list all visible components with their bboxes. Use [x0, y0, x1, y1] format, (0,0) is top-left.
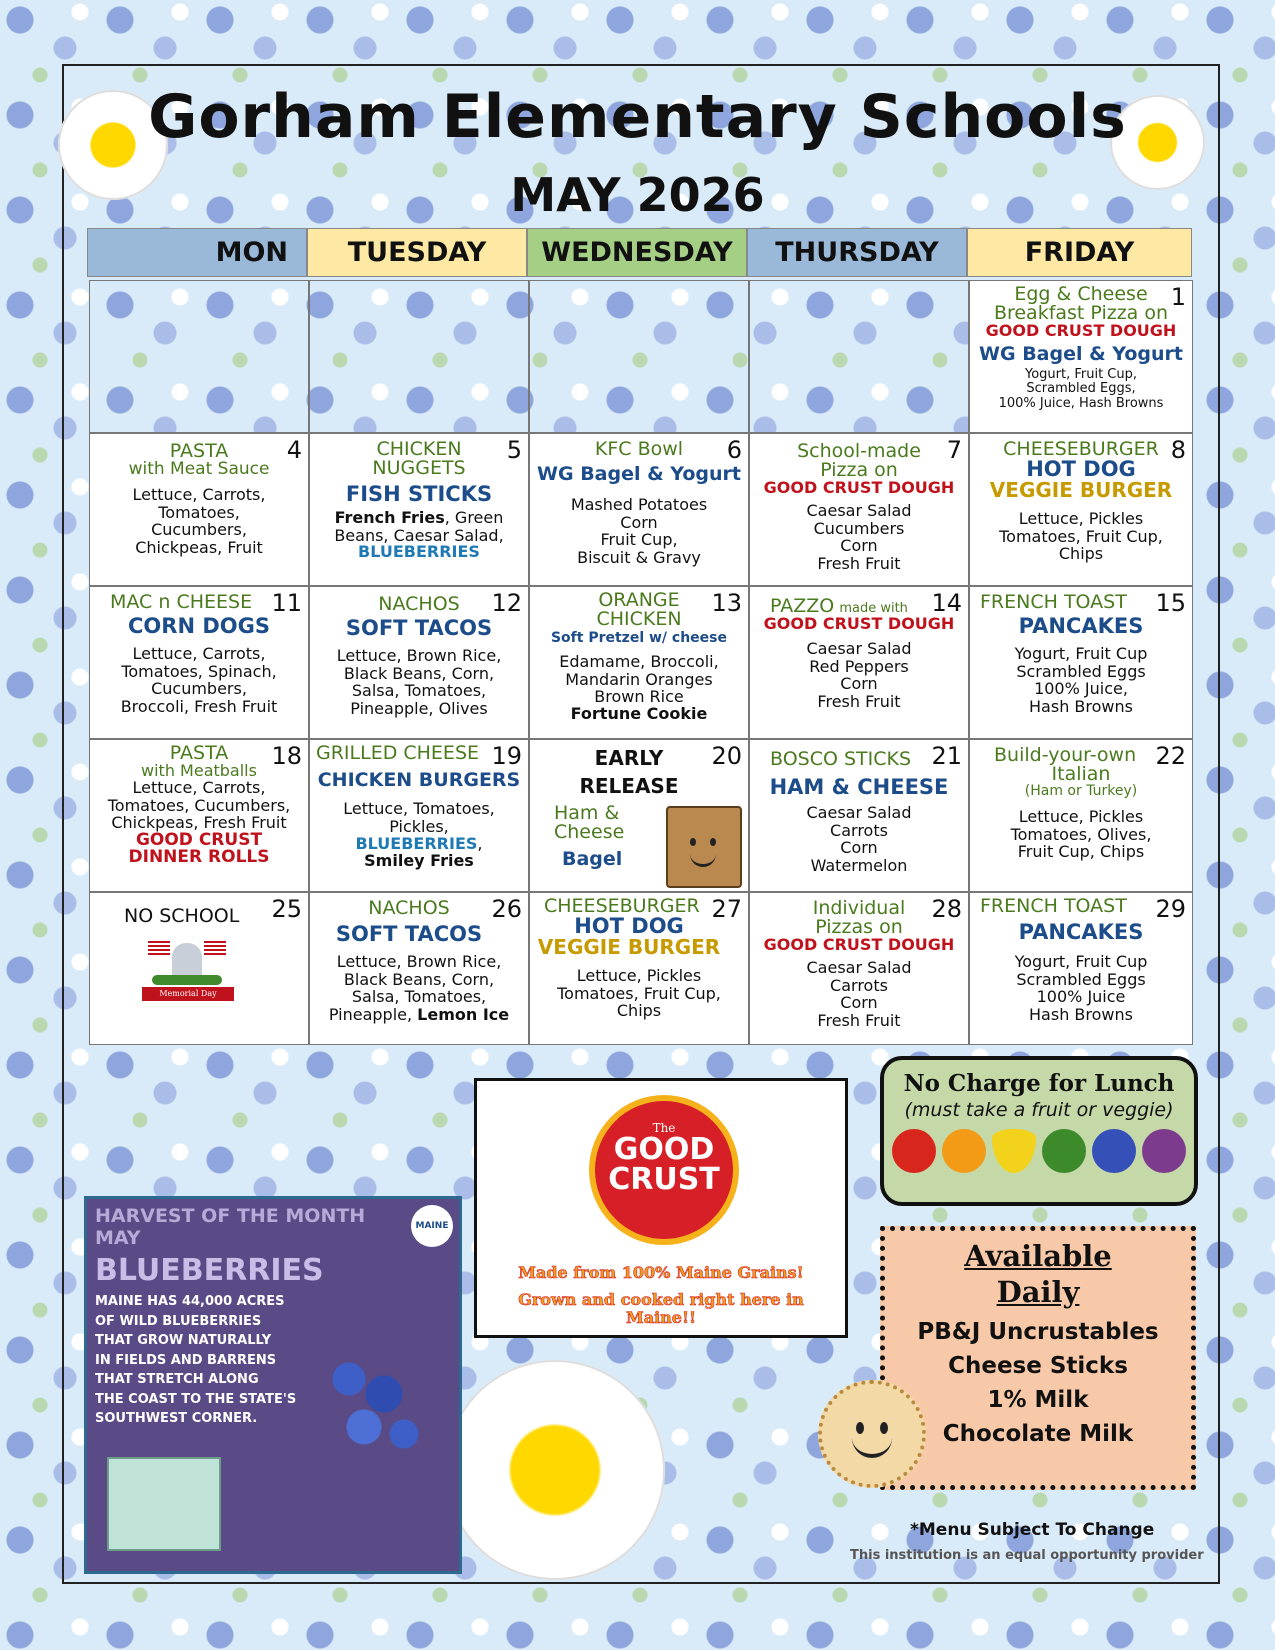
menu-line: Lettuce, Pickles	[1018, 509, 1144, 528]
memorial-day-label: Memorial Day	[142, 987, 234, 1001]
day-cell-7	[749, 433, 969, 586]
menu-line: 100% Juice, Hash Browns	[998, 395, 1164, 411]
menu-line: Breakfast Pizza on	[993, 302, 1169, 324]
menu-line: French Fries	[334, 508, 445, 527]
menu-disclaimer: *Menu Subject To Change	[910, 1520, 1155, 1540]
menu-line: NACHOS	[378, 593, 460, 615]
header-wednesday	[527, 228, 747, 277]
empty-cell	[309, 280, 529, 433]
menu-line: PANCAKES	[1018, 920, 1144, 944]
menu-line: DINNER ROLLS	[128, 846, 270, 867]
menu-line: Lettuce, Tomatoes,	[343, 799, 495, 818]
day-number: 25	[271, 895, 302, 923]
menu-line: CHICKEN BURGERS	[317, 769, 521, 791]
menu-line: Caesar Salad	[806, 803, 912, 822]
menu-line: VEGGIE BURGER	[537, 935, 721, 959]
menu-line: Tomatoes, Fruit Cup,	[557, 983, 721, 1003]
menu-line: GOOD CRUST DOUGH	[763, 614, 955, 633]
day-cell-27	[529, 892, 749, 1045]
day-cell-1	[969, 280, 1193, 433]
banana-icon	[992, 1129, 1036, 1173]
menu-line: Italian	[1051, 763, 1111, 785]
menu-line: NACHOS	[368, 897, 450, 919]
day-cell-26	[309, 892, 529, 1045]
harvest-heading: HARVEST OF THE MONTH	[95, 1205, 366, 1227]
menu-line: PASTA	[169, 440, 229, 462]
menu-line: 100% Juice	[1036, 987, 1126, 1007]
month-title: MAY 2026	[510, 168, 765, 222]
good-crust-subtext	[477, 1291, 845, 1326]
menu-line: Pineapple, Olives	[350, 698, 488, 718]
menu-line: Caesar Salad	[806, 501, 912, 520]
menu-line: Black Beans, Corn,	[343, 663, 495, 683]
menu-line: Lemon Ice	[417, 1004, 510, 1024]
menu-line: Lettuce, Brown Rice,	[336, 646, 502, 665]
good-crust-line: Grown and cooked right here in	[518, 1290, 804, 1309]
menu-line: Salsa, Tomatoes,	[351, 987, 487, 1007]
menu-line: Pizzas on	[815, 916, 903, 938]
menu-line: NUGGETS	[372, 457, 466, 479]
menu-line: Pickles,	[389, 816, 449, 836]
menu-line: NO SCHOOL	[124, 905, 240, 927]
menu-line: Yogurt, Fruit Cup	[1014, 644, 1148, 663]
day-number: 26	[491, 895, 522, 923]
menu-line: Fresh Fruit	[817, 1010, 901, 1030]
menu-line: Individual	[812, 897, 906, 919]
equal-opportunity-note: This institution is an equal opportunity provider	[850, 1548, 1204, 1563]
menu-line: Chickpeas, Fresh Fruit	[111, 813, 287, 833]
menu-line: BLUEBERRIES	[355, 834, 478, 854]
harvest-title: BLUEBERRIES	[95, 1253, 324, 1288]
menu-line: Carrots	[830, 820, 888, 840]
menu-line: BLUEBERRIES	[358, 542, 480, 562]
menu-line: Scrambled Eggs	[1016, 661, 1146, 681]
menu-line: CHEESEBURGER	[544, 895, 700, 917]
menu-line: Corn	[840, 674, 878, 694]
menu-line: Scrambled Eggs,	[1026, 381, 1136, 397]
available-items	[885, 1315, 1191, 1451]
harvest-of-the-month-panel	[84, 1196, 462, 1574]
header-mon	[87, 228, 307, 277]
day-number: 14	[931, 589, 962, 617]
day-number: 21	[931, 742, 962, 770]
menu-line: Black Beans, Corn,	[343, 969, 495, 989]
menu-line: CHICKEN	[376, 438, 462, 460]
logo-the: The	[652, 1121, 676, 1135]
menu-line: Salsa, Tomatoes,	[351, 681, 487, 701]
day-cell-4	[89, 433, 309, 586]
page-title: Gorham Elementary Schools	[148, 82, 1127, 152]
menu-line: Cucumbers,	[151, 679, 247, 699]
menu-line: Lettuce, Pickles	[576, 966, 702, 985]
menu-line: School-made	[797, 440, 921, 462]
lunch-subtitle: (must take a fruit or veggie)	[904, 1099, 1174, 1121]
menu-line: Carrots	[830, 975, 888, 995]
day-cell-13	[529, 586, 749, 739]
menu-line: CHICKEN	[596, 608, 682, 630]
menu-line: Tomatoes,	[158, 502, 240, 522]
menu-line: PANCAKES	[1018, 614, 1144, 638]
day-number: 13	[711, 589, 742, 617]
good-crust-line: Maine!!	[625, 1307, 696, 1327]
day-number: 11	[271, 589, 302, 617]
menu-line: Fortune Cookie	[570, 703, 708, 723]
menu-line: (Ham or Turkey)	[1024, 783, 1138, 799]
menu-line: Scrambled Eggs	[1016, 969, 1146, 989]
menu-line: Broccoli, Fresh Fruit	[120, 696, 278, 716]
harvest-line: MAINE HAS 44,000 ACRES	[95, 1294, 285, 1309]
menu-line: Caesar Salad	[806, 958, 912, 977]
menu-line: HAM & CHEESE	[769, 775, 949, 799]
menu-line: Hash Browns	[1029, 1004, 1133, 1024]
no-charge-lunch-panel	[880, 1056, 1198, 1206]
menu-line: RELEASE	[579, 774, 679, 798]
empty-cell	[749, 280, 969, 433]
maine-logo: MAINE	[411, 1205, 453, 1247]
tomato-icon	[892, 1129, 936, 1173]
menu-line: MAC n CHEESE	[110, 591, 253, 613]
menu-line: Corn	[840, 993, 878, 1013]
header-tuesday	[307, 228, 527, 277]
menu-line: Chips	[1058, 544, 1104, 564]
broccoli-icon	[1042, 1129, 1086, 1173]
menu-line: Tomatoes, Spinach,	[121, 661, 277, 681]
menu-line: WG Bagel & Yogurt	[537, 463, 741, 485]
day-cell-25	[89, 892, 309, 1045]
menu-line: Beans, Caesar Salad,	[334, 525, 504, 545]
available-item: Cheese Sticks	[948, 1353, 1128, 1380]
harvest-line: OF WILD BLUEBERRIES	[95, 1313, 262, 1329]
harvest-month: MAY	[95, 1227, 141, 1249]
menu-line: Mashed Potatoes	[570, 495, 708, 514]
menu-line: PASTA	[169, 742, 229, 764]
day-number: 29	[1155, 895, 1186, 923]
header-label: THURSDAY	[775, 237, 939, 268]
menu-line: 100% Juice,	[1034, 679, 1128, 699]
menu-line: , Green	[444, 508, 504, 527]
menu-line: Lettuce, Carrots,	[132, 485, 266, 504]
menu-line: Lettuce, Pickles	[1018, 807, 1144, 826]
menu-line: Cucumbers	[813, 518, 905, 538]
menu-line: Fruit Cup,	[600, 530, 678, 550]
header-label: TUESDAY	[347, 237, 487, 268]
pie-mascot-icon	[818, 1380, 926, 1488]
blueberry-icon	[319, 1349, 429, 1459]
day-number: 12	[491, 589, 522, 617]
good-crust-tagline: Made from 100% Maine Grains!	[518, 1263, 804, 1282]
menu-line: Build-your-own	[994, 744, 1137, 766]
available-item: Chocolate Milk	[942, 1421, 1134, 1448]
day-cell-22	[969, 739, 1193, 892]
day-cell-15	[969, 586, 1193, 739]
available-daily-panel	[880, 1226, 1196, 1490]
lunch-title: No Charge for Lunch	[903, 1070, 1175, 1097]
menu-line: Fresh Fruit	[817, 691, 901, 711]
day-number: 15	[1155, 589, 1186, 617]
menu-line: FISH STICKS	[345, 482, 493, 506]
available-title: Available	[964, 1239, 1112, 1273]
menu-line: Soft Pretzel w/ cheese	[550, 630, 728, 646]
available-item: 1% Milk	[987, 1387, 1089, 1414]
menu-line: CHEESEBURGER	[1003, 438, 1159, 460]
menu-line: Bagel	[562, 848, 623, 870]
available-item: PB&J Uncrustables	[917, 1319, 1159, 1345]
fruit-veggie-row	[884, 1129, 1194, 1173]
day-number: 27	[711, 895, 742, 923]
menu-line: Cheese	[554, 821, 625, 843]
menu-line: Cucumbers,	[151, 520, 247, 540]
menu-line: HOT DOG	[1026, 457, 1136, 481]
memorial-day-icon	[142, 937, 234, 1013]
day-number: 28	[931, 895, 962, 923]
menu-line: GOOD CRUST DOUGH	[763, 935, 955, 954]
day-cell-21	[749, 739, 969, 892]
menu-line: Brown Rice	[594, 687, 684, 707]
day-cell-12	[309, 586, 529, 739]
menu-line: Corn	[840, 838, 878, 858]
day-number: 18	[271, 742, 302, 770]
menu-line: SOFT TACOS	[335, 922, 483, 946]
day-number: 4	[286, 436, 302, 464]
day-cell-29	[969, 892, 1193, 1045]
menu-line: EARLY	[594, 746, 664, 770]
day-cell-5	[309, 433, 529, 586]
day-number: 7	[946, 436, 962, 464]
menu-line: Yogurt, Fruit Cup,	[1024, 367, 1138, 382]
day-number: 8	[1170, 436, 1186, 464]
header-label: MON	[215, 237, 288, 268]
day-number: 20	[711, 742, 742, 770]
menu-line: ORANGE	[598, 589, 680, 611]
day-cell-11	[89, 586, 309, 739]
menu-line: Fruit Cup, Chips	[1017, 842, 1145, 862]
logo-crust: CRUST	[608, 1162, 720, 1197]
day-cell-14	[749, 586, 969, 739]
menu-line: VEGGIE BURGER	[989, 478, 1173, 502]
menu-line: FRENCH TOAST	[980, 895, 1127, 917]
menu-line: Tomatoes, Cucumbers,	[107, 795, 291, 815]
menu-line: HOT DOG	[574, 914, 684, 938]
empty-cell	[529, 280, 749, 433]
berry-basket-icon	[107, 1457, 221, 1551]
blueberries-icon	[1092, 1129, 1136, 1173]
menu-line: Egg & Cheese	[1014, 283, 1148, 305]
harvest-line: IN FIELDS AND BARRENS	[95, 1352, 277, 1368]
day-cell-20	[529, 739, 749, 892]
menu-line: Lettuce, Brown Rice,	[336, 952, 502, 971]
menu-line: with Meat Sauce	[128, 459, 270, 479]
menu-line: BOSCO STICKS	[770, 748, 912, 770]
day-number: 6	[726, 436, 742, 464]
menu-line: Mandarin Oranges	[565, 669, 713, 689]
day-number: 5	[506, 436, 522, 464]
menu-line: GRILLED CHEESE	[316, 742, 480, 764]
menu-line: PAZZO	[770, 595, 835, 617]
empty-cell	[89, 280, 309, 433]
header-label: FRIDAY	[1024, 237, 1135, 268]
menu-line: Corn	[840, 536, 878, 556]
menu-line: Lettuce, Carrots,	[132, 778, 266, 797]
day-cell-18	[89, 739, 309, 892]
menu-line: Lettuce, Carrots,	[132, 644, 266, 663]
available-title-2: Daily	[996, 1275, 1080, 1309]
menu-line: Caesar Salad	[806, 639, 912, 658]
good-crust-panel	[474, 1078, 848, 1338]
menu-line: Edamame, Broccoli,	[559, 652, 719, 671]
logo-good: GOOD	[613, 1132, 715, 1167]
harvest-line: SOUTHWEST CORNER.	[95, 1411, 258, 1426]
menu-line: WG Bagel & Yogurt	[979, 343, 1183, 365]
menu-line: Chips	[616, 1001, 662, 1021]
menu-line: SOFT TACOS	[345, 616, 493, 640]
menu-line: GOOD CRUST DOUGH	[763, 478, 955, 497]
lunch-bag-icon	[666, 806, 742, 888]
menu-line: with Meatballs	[141, 761, 257, 780]
menu-line: KFC Bowl	[594, 438, 684, 460]
menu-line: Hash Browns	[1029, 696, 1133, 716]
menu-line: Ham &	[554, 802, 620, 824]
menu-line: Chickpeas, Fruit	[135, 537, 263, 557]
menu-line: made with	[839, 601, 908, 616]
menu-line: Yogurt, Fruit Cup	[1014, 952, 1148, 971]
day-number: 22	[1155, 742, 1186, 770]
day-cell-8	[969, 433, 1193, 586]
menu-line: Biscuit & Gravy	[577, 547, 701, 567]
menu-line: Watermelon	[810, 855, 908, 875]
menu-line: Tomatoes, Fruit Cup,	[999, 526, 1163, 546]
menu-line: Pineapple,	[328, 1004, 418, 1024]
menu-line: Fresh Fruit	[817, 553, 901, 573]
harvest-line: THE COAST TO THE STATE'S	[95, 1391, 297, 1407]
harvest-line: THAT GROW NATURALLY	[95, 1333, 272, 1348]
day-cell-28	[749, 892, 969, 1045]
header-thursday	[747, 228, 967, 277]
menu-line: FRENCH TOAST	[980, 591, 1127, 613]
menu-line: ,	[477, 834, 483, 854]
good-crust-logo	[589, 1095, 739, 1245]
menu-line: Pizza on	[820, 459, 898, 481]
harvest-line: THAT STRETCH ALONG	[95, 1372, 259, 1387]
menu-line: Corn	[620, 512, 658, 532]
orange-icon	[942, 1129, 986, 1173]
menu-line: Red Peppers	[809, 656, 909, 676]
daisy-icon	[445, 1360, 665, 1580]
menu-line: Tomatoes, Olives,	[1010, 824, 1152, 844]
day-number: 19	[491, 742, 522, 770]
header-label: WEDNESDAY	[541, 237, 733, 268]
day-cell-19	[309, 739, 529, 892]
day-number: 1	[1170, 283, 1186, 311]
menu-line: Smiley Fries	[364, 850, 474, 870]
menu-line: GOOD CRUST	[135, 829, 263, 850]
header-friday	[967, 228, 1192, 277]
menu-line: GOOD CRUST DOUGH	[985, 321, 1177, 340]
day-cell-6	[529, 433, 749, 586]
grapes-icon	[1142, 1129, 1186, 1173]
menu-line: CORN DOGS	[128, 614, 270, 638]
